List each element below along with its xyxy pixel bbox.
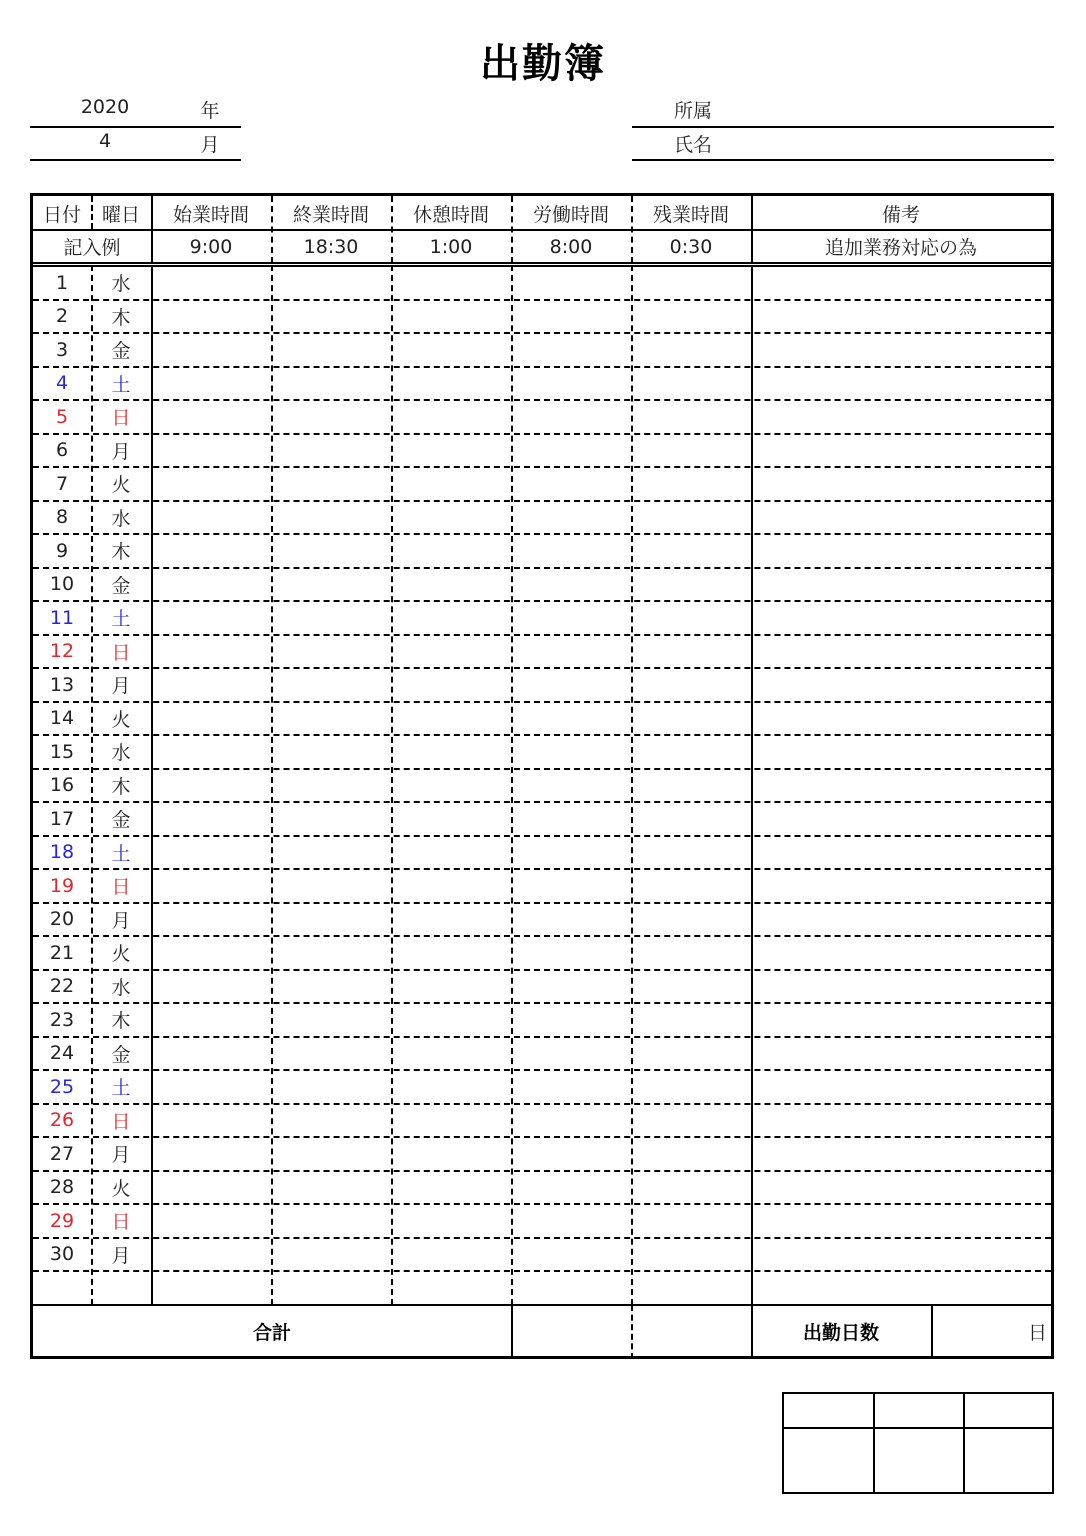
row-end-cell[interactable] — [271, 300, 391, 334]
row-end-cell[interactable] — [271, 1037, 391, 1071]
row-start-cell[interactable] — [151, 702, 271, 736]
attendance-table — [30, 193, 1054, 1359]
row-end-cell[interactable] — [271, 501, 391, 535]
row-work-cell[interactable] — [511, 1238, 631, 1272]
row-break-cell[interactable] — [391, 501, 511, 535]
row-start-cell[interactable] — [151, 333, 271, 367]
row-weekday: 木 — [111, 541, 131, 564]
row-break-cell[interactable] — [391, 769, 511, 803]
example-label: 記入例 — [63, 237, 121, 259]
row-weekday: 月 — [111, 675, 131, 698]
row-work-cell[interactable] — [511, 1003, 631, 1037]
row-weekday: 月 — [111, 440, 131, 463]
month-label: 月 — [200, 134, 220, 156]
row-end-cell[interactable] — [271, 1204, 391, 1238]
row-weekday: 月 — [111, 1244, 131, 1267]
row-weekday: 日 — [111, 407, 131, 430]
row-break-cell[interactable] — [391, 903, 511, 937]
row-start-cell[interactable] — [151, 1204, 271, 1238]
row-end-cell[interactable] — [271, 802, 391, 836]
stamp-divider — [784, 1427, 1052, 1429]
row-start-cell[interactable] — [151, 1104, 271, 1138]
row-overtime-cell[interactable] — [631, 1003, 751, 1037]
row-weekday: 日 — [111, 641, 131, 664]
row-date: 16 — [49, 774, 75, 797]
row-work-cell[interactable] — [511, 769, 631, 803]
row-end-cell[interactable] — [271, 1171, 391, 1205]
row-weekday: 火 — [111, 708, 131, 731]
row-overtime-cell[interactable] — [631, 467, 751, 501]
example-work: 8:00 — [549, 235, 593, 258]
row-date: 7 — [55, 472, 69, 495]
row-note-cell[interactable] — [751, 1204, 1051, 1238]
row-weekday: 水 — [111, 742, 131, 765]
row-overtime-cell[interactable] — [631, 434, 751, 468]
row-work-cell[interactable] — [511, 735, 631, 769]
row-start-cell[interactable] — [151, 1137, 271, 1171]
stamp-divider — [873, 1394, 875, 1492]
row-start-cell[interactable] — [151, 1271, 271, 1305]
row-work-cell[interactable] — [511, 836, 631, 870]
row-weekday: 木 — [111, 306, 131, 329]
row-overtime-cell[interactable] — [631, 1037, 751, 1071]
row-note-cell[interactable] — [751, 1003, 1051, 1037]
row-weekday: 火 — [111, 943, 131, 966]
row-date: 1 — [55, 271, 69, 294]
row-overtime-cell[interactable] — [631, 836, 751, 870]
col-header-work: 労働時間 — [532, 203, 609, 226]
row-work-cell[interactable] — [511, 702, 631, 736]
row-date: 8 — [55, 506, 69, 529]
row-overtime-cell[interactable] — [631, 501, 751, 535]
row-work-cell[interactable] — [511, 635, 631, 669]
row-work-cell[interactable] — [511, 869, 631, 903]
attendance-days-label: 出勤日数 — [802, 1321, 879, 1344]
row-end-cell[interactable] — [271, 970, 391, 1004]
row-note-cell[interactable] — [751, 1238, 1051, 1272]
row-overtime-cell[interactable] — [631, 333, 751, 367]
row-end-cell[interactable] — [271, 1271, 391, 1305]
row-date: 29 — [49, 1209, 75, 1232]
col-header-break: 休憩時間 — [412, 203, 489, 226]
row-end-cell[interactable] — [271, 367, 391, 401]
row-weekday: 土 — [111, 373, 131, 396]
row-work-cell[interactable] — [511, 367, 631, 401]
row-note-cell[interactable] — [751, 769, 1051, 803]
row-end-cell[interactable] — [271, 467, 391, 501]
row-end-cell[interactable] — [271, 1137, 391, 1171]
col-header-end: 終業時間 — [292, 203, 369, 226]
row-overtime-cell[interactable] — [631, 1238, 751, 1272]
row-break-cell[interactable] — [391, 735, 511, 769]
approval-stamp-box — [782, 1392, 1054, 1494]
row-date: 24 — [49, 1042, 75, 1065]
row-start-cell[interactable] — [151, 1003, 271, 1037]
row-break-cell[interactable] — [391, 367, 511, 401]
row-end-cell[interactable] — [271, 266, 391, 300]
col-header-notes: 備考 — [881, 203, 920, 226]
row-date: 12 — [49, 640, 75, 663]
row-break-cell[interactable] — [391, 802, 511, 836]
row-weekday: 水 — [111, 273, 131, 296]
row-start-cell[interactable] — [151, 300, 271, 334]
row-break-cell[interactable] — [391, 434, 511, 468]
row-date: 22 — [49, 975, 75, 998]
row-work-cell[interactable] — [511, 668, 631, 702]
row-note-cell[interactable] — [751, 903, 1051, 937]
row-break-cell[interactable] — [391, 1037, 511, 1071]
row-break-cell[interactable] — [391, 568, 511, 602]
row-date: 28 — [49, 1176, 75, 1199]
row-work-cell[interactable] — [511, 1104, 631, 1138]
row-overtime-cell[interactable] — [631, 367, 751, 401]
name-field[interactable] — [632, 159, 1054, 161]
row-weekday: 金 — [111, 809, 131, 832]
row-work-cell[interactable] — [511, 970, 631, 1004]
row-start-cell[interactable] — [151, 568, 271, 602]
month-value: 4 — [98, 130, 112, 152]
row-end-cell[interactable] — [271, 568, 391, 602]
month-underline — [30, 159, 241, 161]
row-start-cell[interactable] — [151, 1171, 271, 1205]
year-underline — [30, 126, 241, 128]
row-overtime-cell[interactable] — [631, 1271, 751, 1305]
row-overtime-cell[interactable] — [631, 601, 751, 635]
row-overtime-cell[interactable] — [631, 266, 751, 300]
row-break-cell[interactable] — [391, 400, 511, 434]
row-work-cell[interactable] — [511, 1204, 631, 1238]
row-end-cell[interactable] — [271, 333, 391, 367]
row-break-cell[interactable] — [391, 836, 511, 870]
row-date: 19 — [49, 874, 75, 897]
row-start-cell[interactable] — [151, 1070, 271, 1104]
row-note-cell[interactable] — [751, 836, 1051, 870]
row-break-cell[interactable] — [391, 869, 511, 903]
row-overtime-cell[interactable] — [631, 970, 751, 1004]
row-start-cell[interactable] — [151, 668, 271, 702]
row-weekday: 月 — [111, 909, 131, 932]
row-date: 30 — [49, 1243, 75, 1266]
row-end-cell[interactable] — [271, 836, 391, 870]
row-note-cell[interactable] — [751, 266, 1051, 300]
row-note-cell[interactable] — [751, 400, 1051, 434]
row-note-cell[interactable] — [751, 300, 1051, 334]
row-overtime-cell[interactable] — [631, 735, 751, 769]
row-weekday: 水 — [111, 507, 131, 530]
row-end-cell[interactable] — [271, 1104, 391, 1138]
row-end-cell[interactable] — [271, 936, 391, 970]
row-note-cell[interactable] — [751, 534, 1051, 568]
row-start-cell[interactable] — [151, 266, 271, 300]
affiliation-field[interactable] — [632, 126, 1054, 128]
row-weekday: 水 — [111, 976, 131, 999]
row-start-cell[interactable] — [151, 869, 271, 903]
row-overtime-cell[interactable] — [631, 635, 751, 669]
row-end-cell[interactable] — [271, 702, 391, 736]
row-overtime-cell[interactable] — [631, 400, 751, 434]
row-work-cell[interactable] — [511, 266, 631, 300]
row-overtime-cell[interactable] — [631, 1137, 751, 1171]
row-weekday: 金 — [111, 574, 131, 597]
row-end-cell[interactable] — [271, 869, 391, 903]
row-date: 11 — [49, 606, 75, 629]
row-weekday: 土 — [111, 608, 131, 631]
row-start-cell[interactable] — [151, 434, 271, 468]
attendance-days-unit: 日 — [1027, 1321, 1047, 1344]
row-end-cell[interactable] — [271, 668, 391, 702]
row-break-cell[interactable] — [391, 1104, 511, 1138]
row-overtime-cell[interactable] — [631, 1070, 751, 1104]
row-date: 17 — [49, 807, 75, 830]
row-date: 13 — [49, 673, 75, 696]
row-work-cell[interactable] — [511, 903, 631, 937]
row-start-cell[interactable] — [151, 970, 271, 1004]
row-end-cell[interactable] — [271, 434, 391, 468]
row-date: 18 — [49, 841, 75, 864]
col-header-overtime: 残業時間 — [652, 203, 729, 226]
row-date: 6 — [55, 439, 69, 462]
row-break-cell[interactable] — [391, 970, 511, 1004]
row-work-cell[interactable] — [511, 534, 631, 568]
row-note-cell[interactable] — [751, 601, 1051, 635]
row-start-cell[interactable] — [151, 903, 271, 937]
year-value: 2020 — [80, 96, 130, 118]
row-break-cell[interactable] — [391, 1271, 511, 1305]
row-weekday: 金 — [111, 1043, 131, 1066]
row-start-cell[interactable] — [151, 735, 271, 769]
row-work-cell[interactable] — [511, 1271, 631, 1305]
row-note-cell[interactable] — [751, 568, 1051, 602]
example-end: 18:30 — [303, 235, 359, 258]
row-start-cell[interactable] — [151, 601, 271, 635]
row-overtime-cell[interactable] — [631, 769, 751, 803]
row-overtime-cell[interactable] — [631, 668, 751, 702]
row-break-cell[interactable] — [391, 668, 511, 702]
row-note-cell[interactable] — [751, 735, 1051, 769]
row-break-cell[interactable] — [391, 1137, 511, 1171]
row-end-cell[interactable] — [271, 903, 391, 937]
row-start-cell[interactable] — [151, 769, 271, 803]
row-overtime-cell[interactable] — [631, 869, 751, 903]
row-break-cell[interactable] — [391, 333, 511, 367]
row-start-cell[interactable] — [151, 635, 271, 669]
row-overtime-cell[interactable] — [631, 534, 751, 568]
row-weekday: 木 — [111, 1010, 131, 1033]
year-label: 年 — [200, 100, 220, 122]
row-weekday: 金 — [111, 340, 131, 363]
row-work-cell[interactable] — [511, 400, 631, 434]
row-weekday: 火 — [111, 1177, 131, 1200]
row-note-cell[interactable] — [751, 1070, 1051, 1104]
row-weekday: 土 — [111, 842, 131, 865]
col-header-date: 日付 — [42, 203, 81, 226]
row-work-cell[interactable] — [511, 1070, 631, 1104]
row-overtime-cell[interactable] — [631, 1171, 751, 1205]
row-break-cell[interactable] — [391, 266, 511, 300]
row-break-cell[interactable] — [391, 1204, 511, 1238]
row-work-cell[interactable] — [511, 300, 631, 334]
row-start-cell[interactable] — [151, 400, 271, 434]
row-work-cell[interactable] — [511, 802, 631, 836]
row-weekday: 日 — [111, 1110, 131, 1133]
name-label: 氏名 — [673, 134, 712, 156]
col-header-weekday: 曜日 — [101, 203, 140, 226]
row-overtime-cell[interactable] — [631, 1204, 751, 1238]
col-header-start: 始業時間 — [172, 203, 249, 226]
row-note-cell[interactable] — [751, 702, 1051, 736]
row-break-cell[interactable] — [391, 300, 511, 334]
row-break-cell[interactable] — [391, 1070, 511, 1104]
row-date: 2 — [55, 305, 69, 328]
row-weekday: 日 — [111, 876, 131, 899]
row-work-cell[interactable] — [511, 601, 631, 635]
row-weekday: 日 — [111, 1211, 131, 1234]
row-break-cell[interactable] — [391, 1003, 511, 1037]
row-end-cell[interactable] — [271, 1070, 391, 1104]
row-start-cell[interactable] — [151, 802, 271, 836]
row-overtime-cell[interactable] — [631, 702, 751, 736]
row-overtime-cell[interactable] — [631, 802, 751, 836]
row-end-cell[interactable] — [271, 400, 391, 434]
row-note-cell[interactable] — [751, 1171, 1051, 1205]
row-date: 15 — [49, 740, 75, 763]
total-label: 合計 — [252, 1321, 291, 1344]
row-break-cell[interactable] — [391, 1171, 511, 1205]
row-start-cell[interactable] — [151, 1238, 271, 1272]
row-note-cell[interactable] — [751, 434, 1051, 468]
row-note-cell[interactable] — [751, 501, 1051, 535]
row-date: 26 — [49, 1109, 75, 1132]
row-weekday: 火 — [111, 474, 131, 497]
row-date: 14 — [49, 707, 75, 730]
row-break-cell[interactable] — [391, 635, 511, 669]
row-note-cell[interactable] — [751, 869, 1051, 903]
row-break-cell[interactable] — [391, 1238, 511, 1272]
row-note-cell[interactable] — [751, 333, 1051, 367]
row-overtime-cell[interactable] — [631, 1104, 751, 1138]
row-break-cell[interactable] — [391, 534, 511, 568]
row-date — [33, 1271, 91, 1305]
row-overtime-cell[interactable] — [631, 936, 751, 970]
row-note-cell[interactable] — [751, 970, 1051, 1004]
row-overtime-cell[interactable] — [631, 300, 751, 334]
row-break-cell[interactable] — [391, 601, 511, 635]
total-overtime-cell[interactable] — [631, 1303, 751, 1359]
row-note-cell[interactable] — [751, 1271, 1051, 1305]
row-start-cell[interactable] — [151, 836, 271, 870]
row-work-cell[interactable] — [511, 467, 631, 501]
row-date: 5 — [55, 405, 69, 428]
row-weekday — [91, 1271, 151, 1305]
row-end-cell[interactable] — [271, 735, 391, 769]
example-start: 9:00 — [189, 235, 233, 258]
row-break-cell[interactable] — [391, 936, 511, 970]
row-work-cell[interactable] — [511, 568, 631, 602]
row-end-cell[interactable] — [271, 1238, 391, 1272]
row-note-cell[interactable] — [751, 936, 1051, 970]
row-start-cell[interactable] — [151, 1037, 271, 1071]
row-work-cell[interactable] — [511, 1171, 631, 1205]
page-title: 出勤簿 — [480, 41, 606, 87]
row-note-cell[interactable] — [751, 467, 1051, 501]
example-break: 1:00 — [429, 235, 473, 258]
row-date: 20 — [49, 908, 75, 931]
row-overtime-cell[interactable] — [631, 903, 751, 937]
example-overtime: 0:30 — [669, 235, 713, 258]
row-work-cell[interactable] — [511, 1037, 631, 1071]
stamp-divider — [963, 1394, 965, 1492]
row-overtime-cell[interactable] — [631, 568, 751, 602]
affiliation-label: 所属 — [673, 100, 712, 122]
row-break-cell[interactable] — [391, 467, 511, 501]
row-date: 9 — [55, 539, 69, 562]
row-start-cell[interactable] — [151, 936, 271, 970]
row-end-cell[interactable] — [271, 1003, 391, 1037]
row-work-cell[interactable] — [511, 333, 631, 367]
row-start-cell[interactable] — [151, 501, 271, 535]
row-work-cell[interactable] — [511, 936, 631, 970]
row-note-cell[interactable] — [751, 1104, 1051, 1138]
row-weekday: 月 — [111, 1144, 131, 1167]
row-date: 4 — [55, 372, 69, 395]
row-note-cell[interactable] — [751, 1137, 1051, 1171]
row-date: 10 — [49, 573, 75, 596]
row-work-cell[interactable] — [511, 434, 631, 468]
row-weekday: 木 — [111, 775, 131, 798]
row-note-cell[interactable] — [751, 1037, 1051, 1071]
row-work-cell[interactable] — [511, 501, 631, 535]
row-start-cell[interactable] — [151, 367, 271, 401]
row-end-cell[interactable] — [271, 601, 391, 635]
row-note-cell[interactable] — [751, 635, 1051, 669]
total-work-cell[interactable] — [511, 1303, 631, 1359]
row-break-cell[interactable] — [391, 702, 511, 736]
row-date: 3 — [55, 338, 69, 361]
row-date: 23 — [49, 1008, 75, 1031]
row-note-cell[interactable] — [751, 367, 1051, 401]
row-date: 27 — [49, 1142, 75, 1165]
example-note: 追加業務対応の為 — [824, 237, 977, 259]
row-start-cell[interactable] — [151, 467, 271, 501]
row-end-cell[interactable] — [271, 534, 391, 568]
row-end-cell[interactable] — [271, 635, 391, 669]
row-work-cell[interactable] — [511, 1137, 631, 1171]
row-end-cell[interactable] — [271, 769, 391, 803]
row-date: 21 — [49, 941, 75, 964]
row-note-cell[interactable] — [751, 802, 1051, 836]
row-note-cell[interactable] — [751, 668, 1051, 702]
row-date: 25 — [49, 1075, 75, 1098]
row-start-cell[interactable] — [151, 534, 271, 568]
row-weekday: 土 — [111, 1077, 131, 1100]
